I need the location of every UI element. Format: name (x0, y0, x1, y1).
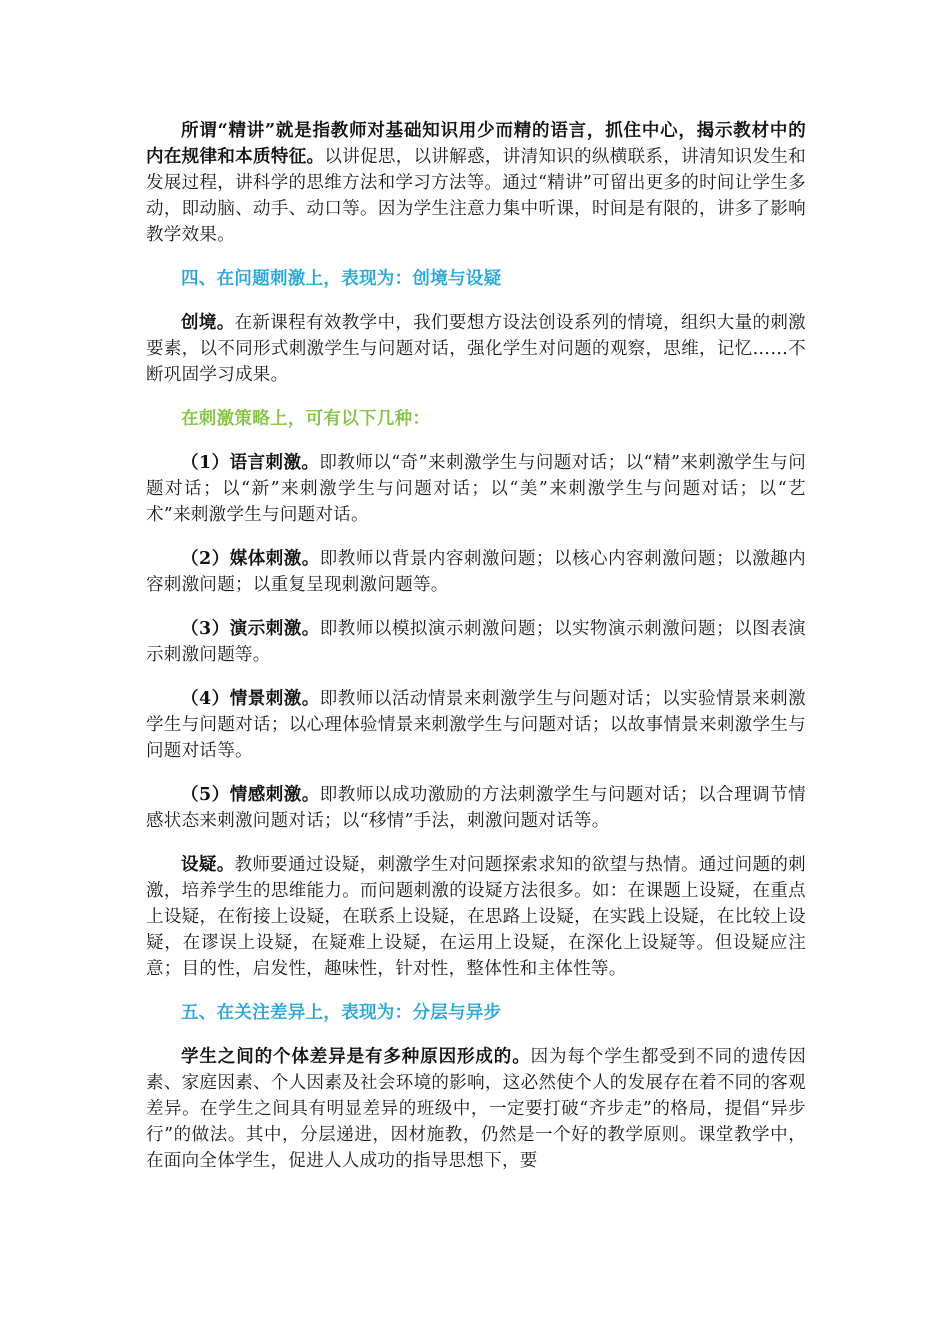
paragraph-body: 即教师以“奇”来刺激学生与问题对话；以“精”来刺激学生与问题对话；以“新”来刺激学生与问题对话；以“美”来刺激学生与问题对话；以“艺术”来刺激学生与问题对话。 (146, 453, 807, 525)
section-heading-5: 五、在关注差异上，表现为：分层与异步 (181, 1003, 502, 1023)
paragraph-body: 在新课程有效教学中，我们要想方设法创设系列的情境，组织大量的刺激要素，以不同形式刺激学生与问题对话，强化学生对问题的观察，思维，记忆……不断巩固学习成果。 (146, 313, 806, 385)
paragraph-lead: 设疑。 (181, 855, 235, 875)
paragraph-individual-differences (146, 1044, 806, 1174)
paragraph-sheyi (146, 852, 806, 982)
paragraph-chuangjing (146, 310, 806, 388)
paragraph-body: 以讲促思，以讲解惑，讲清知识的纵横联系，讲清知识发生和发展过程，讲科学的思维方法和学习方法等。通过“精讲”可留出更多的时间让学生多动，即动脑、动手、动口等。因为学生注意力集中听课，时间是有限的，讲多了影响教学效果。 (146, 147, 806, 245)
paragraph-body: 即教师以活动情景来刺激学生与问题对话；以实验情景来刺激学生与问题对话；以心理体验情景来刺激学生与问题对话；以故事情景来刺激学生与问题对话等。 (146, 689, 806, 761)
paragraph-body: 即教师以模拟演示刺激问题；以实物演示刺激问题；以图表演示刺激问题等。 (146, 619, 806, 665)
paragraph-lead: 学生之间的个体差异是有多种原因形成的。 (181, 1047, 531, 1067)
subheading-strategies: 在刺激策略上，可有以下几种： (181, 409, 431, 429)
paragraph-media-stimulus (146, 546, 806, 598)
paragraph-lead: （3）演示刺激。 (181, 619, 320, 639)
paragraph-lead: （5）情感刺激。 (181, 785, 320, 805)
paragraph-jingjiang (146, 118, 806, 248)
paragraph-lead: （1）语言刺激。 (181, 453, 320, 473)
section-heading-4: 四、在问题刺激上，表现为：创境与设疑 (181, 269, 502, 289)
paragraph-body: 即教师以背景内容刺激问题；以核心内容刺激问题；以激趣内容刺激问题；以重复呈现刺激问题等。 (146, 549, 806, 595)
paragraph-demo-stimulus (146, 616, 806, 668)
paragraph-lead: （2）媒体刺激。 (181, 549, 320, 569)
paragraph-lead: 创境。 (181, 313, 235, 333)
paragraph-language-stimulus (146, 450, 806, 528)
paragraph-lead: （4）情景刺激。 (181, 689, 320, 709)
paragraph-scene-stimulus (146, 686, 806, 764)
paragraph-emotion-stimulus (146, 782, 806, 834)
paragraph-body: 教师要通过设疑，刺激学生对问题探索求知的欲望与热情。通过问题的刺激，培养学生的思维能力。而问题刺激的设疑方法很多。如：在课题上设疑，在重点上设疑，在衔接上设疑，在联系上设疑，在思路上设疑，在实践上设疑，在比较上设疑，在谬误上设疑，在疑难上设疑，在运用上设疑，在深化上设疑等。但设疑应注意；目的性，启发性，趣味性，针对性，整体性和主体性等。 (146, 855, 806, 979)
document-page (146, 118, 806, 1192)
paragraph-body: 即教师以成功激励的方法刺激学生与问题对话；以合理调节情感状态来刺激问题对话；以“移情”手法，刺激问题对话等。 (146, 785, 806, 831)
paragraph-lead: 所谓“精讲”就是指教师对基础知识用少而精的语言，抓住中心，揭示教材中的内在规律和本质特征。 (146, 121, 806, 167)
paragraph-body: 因为每个学生都受到不同的遗传因素、家庭因素、个人因素及社会环境的影响，这必然使个人的发展存在着不同的客观差异。在学生之间具有明显差异的班级中，一定要打破“齐步走”的格局，提倡“异步行”的做法。其中，分层递进，因材施教，仍然是一个好的教学原则。课堂教学中，在面向全体学生，促进人人成功的指导思想下，要 (146, 1047, 807, 1171)
